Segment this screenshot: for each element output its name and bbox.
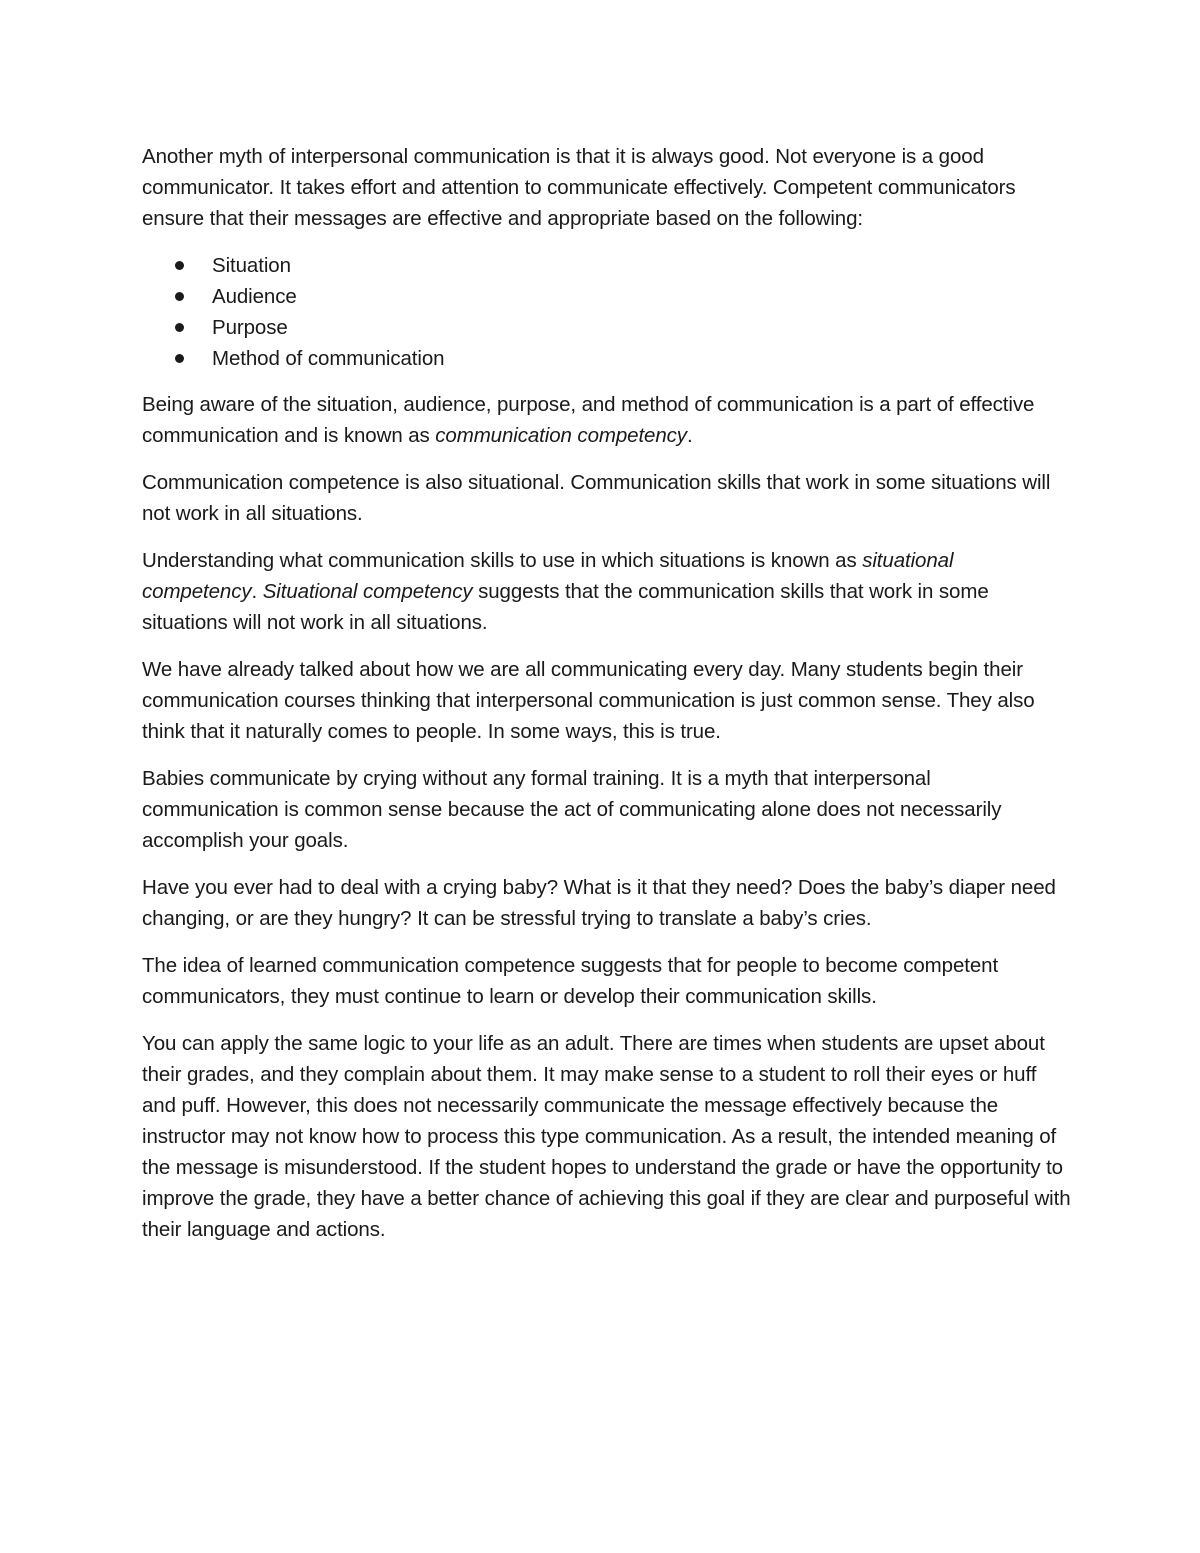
list-item: [142, 312, 1072, 343]
list-item-text: Situation: [212, 254, 291, 277]
bullet-icon: [175, 261, 184, 270]
paragraph-communication-competency: [142, 389, 1072, 451]
paragraph-babies: Babies communicate by crying without any formal training. It is a myth that interpersonal communication is common sense because the act of communicating alone does not necessarily accomplish your goals.: [142, 767, 1002, 852]
paragraph-situational-competency: [142, 545, 1072, 638]
list-item: [142, 343, 1072, 374]
text-run: .: [251, 580, 263, 603]
paragraph-common-sense: We have already talked about how we are all communicating every day. Many students begin their communication courses thinking that interpersonal communication is just common sense. They also think that it naturally comes to people. In some ways, this is true.: [142, 658, 1035, 743]
list-item-text: Audience: [212, 285, 297, 308]
paragraph-myth-intro: Another myth of interpersonal communication is that it is always good. Not everyone is a good communicator. It takes effort and attention to communicate effectively. Competent communicators ensure that their messages are effective and appropriate based on the following:: [142, 145, 1016, 230]
bullet-icon: [175, 292, 184, 301]
paragraph-situational-competence: Communication competence is also situational. Communication skills that work in some situations will not work in all situations.: [142, 471, 1051, 525]
text-run: suggests that the communication skills that work in some situations will not work in all situations.: [142, 580, 989, 634]
bullet-icon: [175, 354, 184, 363]
list-item: [142, 250, 1072, 281]
text-run: Being aware of the situation, audience, purpose, and method of communication is a part of effective communication and is known as: [142, 393, 1035, 447]
bullet-list: [142, 250, 1072, 374]
list-item-text: Purpose: [212, 316, 288, 339]
emphasis-term: Situational competency: [262, 580, 473, 603]
emphasis-term: situational competency: [142, 549, 954, 603]
text-run: Understanding what communication skills to use in which situations is known as: [142, 549, 863, 572]
list-item: [142, 281, 1072, 312]
paragraph-learned-competence: The idea of learned communication competence suggests that for people to become competent communicators, they must continue to learn or develop their communication skills.: [142, 954, 999, 1008]
bullet-icon: [175, 323, 184, 332]
paragraph-crying-baby: Have you ever had to deal with a crying baby? What is it that they need? Does the baby’s diaper need changing, or are they hungry? It can be stressful trying to translate a baby’s cries.: [142, 876, 1056, 930]
text-run: .: [686, 424, 693, 447]
document-body: [142, 141, 1072, 1261]
list-item-text: Method of communication: [212, 347, 445, 370]
paragraph-adult-logic: You can apply the same logic to your life as an adult. There are times when students are upset about their grades, and they complain about them. It may make sense to a student to roll their eyes or huff and puff. However, this does not necessarily communicate the message effectively because the instructor may not know how to process this type communication. As a result, the intended meaning of the message is misunderstood. If the student hopes to understand the grade or have the opportunity to improve the grade, they have a better chance of achieving this goal if they are clear and purposeful with their language and actions.: [142, 1032, 1071, 1241]
emphasis-term: communication competency: [435, 424, 687, 447]
